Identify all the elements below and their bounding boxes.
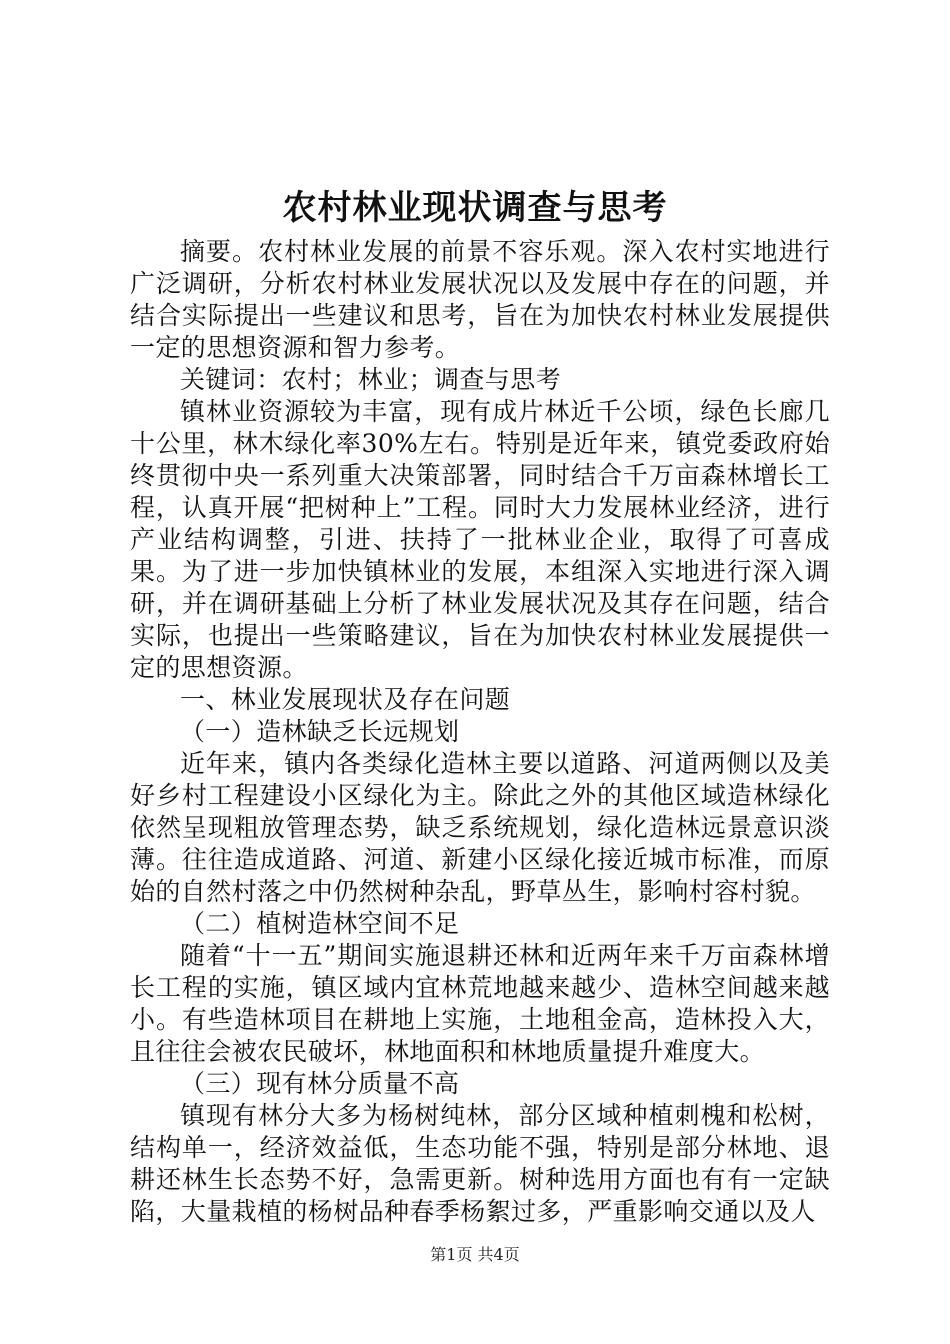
document-body — [130, 236, 830, 1228]
subsection-heading-3: （三）现有林分质量不高 — [180, 1069, 460, 1098]
subsection-heading-1: （一）造林缺乏长远规划 — [180, 717, 460, 746]
section-heading-1: 一、林业发展现状及存在问题 — [180, 685, 511, 714]
subsection-paragraph-3: 镇现有林分大多为杨树纯林，部分区域种植刺槐和松树，结构单一，经济效益低，生态功能不强，特别是部分林地、退耕还林生长态势不好，急需更新。树种选用方面也有有一定缺陷，大量栽植的杨树品种春季杨絮过多，严重影响交通以及人 — [130, 1101, 830, 1226]
document-title: 农村林业现状调查与思考 — [282, 188, 668, 228]
intro-paragraph: 镇林业资源较为丰富，现有成片林近千公顷，绿色长廊几十公里，林木绿化率30%左右。特别是近年来，镇党委政府始终贯彻中央一系列重大决策部署，同时结合千万亩森林增长工程，认真开展“把树种上”工程。同时大力发展林业经济，进行产业结构调整，引进、扶持了一批林业企业，取得了可喜成果。为了进一步加快镇林业的发展，本组深入实地进行深入调研，并在调研基础上分析了林业发展状况及其存在问题，结合实际，也提出一些策略建议，旨在为加快农村林业发展提供一定的思想资源。 — [130, 397, 830, 682]
page-number-footer: 第1页 共4页 — [430, 1245, 520, 1264]
abstract-paragraph: 摘要。农村林业发展的前景不容乐观。深入农村实地进行广泛调研，分析农村林业发展状况以及发展中存在的问题，并结合实际提出一些建议和思考，旨在为加快农村林业发展提供一定的思想资源和智力参考。 — [130, 237, 830, 362]
keywords-line: 关键词：农村；林业；调查与思考 — [180, 365, 562, 394]
subsection-heading-2: （二）植树造林空间不足 — [180, 909, 460, 938]
subsection-paragraph-1: 近年来，镇内各类绿化造林主要以道路、河道两侧以及美好乡村工程建设小区绿化为主。除此之外的其他区域造林绿化依然呈现粗放管理态势，缺乏系统规划，绿化造林远景意识淡薄。往往造成道路、河道、新建小区绿化接近城市标准，而原始的自然村落之中仍然树种杂乱，野草丛生，影响村容村貌。 — [130, 749, 830, 906]
subsection-paragraph-2: 随着“十一五”期间实施退耕还林和近两年来千万亩森林增长工程的实施，镇区域内宜林荒地越来越少、造林空间越来越小。有些造林项目在耕地上实施，土地租金高，造林投入大，且往往会被农民破坏，林地面积和林地质量提升难度大。 — [130, 941, 830, 1066]
